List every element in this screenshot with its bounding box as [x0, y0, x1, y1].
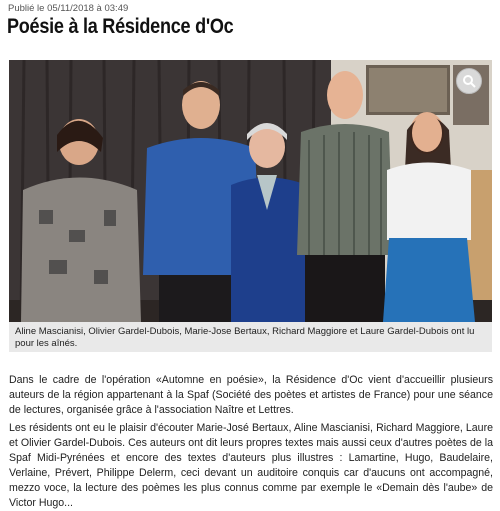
article-title: Poésie à la Résidence d'Oc — [7, 15, 234, 38]
article-paragraph: Les résidents ont eu le plaisir d'écouter Marie-José Bertaux, Aline Mascianisi, Richard Maggiore, Laure et Olivier Gardel-Dubois. Ces auteurs ont dit leurs propres textes mais aussi ceux d'autres poètes de la Spaf Midi-Pyrénées et encore des textes d'auteurs plus illustres : Lamartine, Hugo, Baudelaire, Verlaine, Prévert, Philippe Delerm, ceci devant un auditoire conquis car d'aucuns ont accompagné, mezzo voce, la lecture des poèmes les plus connus comme par exemple le «Demain dès l'aube» de Victor Hugo... — [9, 421, 493, 509]
magnifier-icon — [462, 74, 476, 88]
article-paragraph: Dans le cadre de l'opération «Automne en poésie», la Résidence d'Oc vient d'accueillir plusieurs auteurs de la région appartenant à la Spaf (Société des poètes et artistes de France) pour une séance de lectures, organisée grâce à l'association Naître et Lettres. — [9, 373, 493, 416]
group-photo-image — [9, 60, 492, 322]
article-photo[interactable] — [9, 60, 492, 322]
photo-caption: Aline Mascianisi, Olivier Gardel-Dubois, Marie-Jose Bertaux, Richard Maggiore et Laure Gardel-Dubois ont lu pour les aînés. — [15, 326, 475, 349]
publish-date: Publié le 05/11/2018 à 03:49 — [8, 3, 129, 14]
photo-caption-bar — [9, 322, 492, 352]
zoom-button[interactable] — [456, 68, 482, 94]
